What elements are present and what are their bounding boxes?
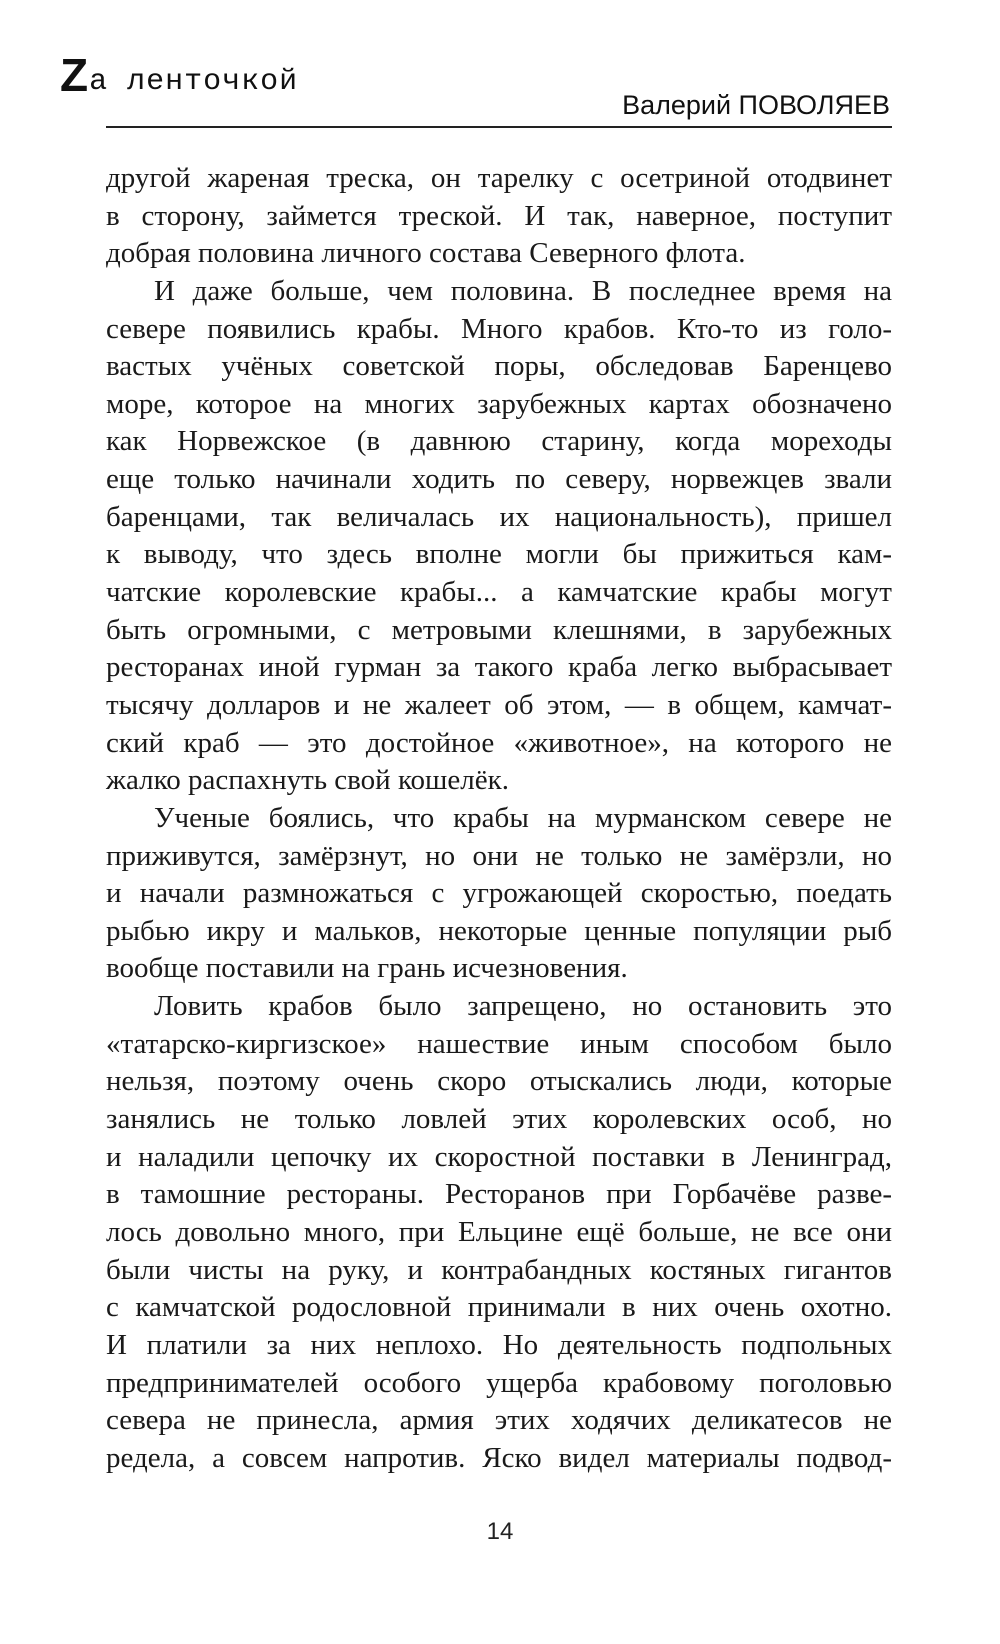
text-line: Ловить крабов было запрещено, но остановить это bbox=[154, 990, 892, 1023]
text-line: добрая половина личного состава Северного флота. bbox=[106, 237, 746, 270]
text-line: ресторанах иной гурман за такого краба легко выбрасывает bbox=[106, 651, 892, 684]
body-text bbox=[106, 160, 892, 1477]
text-line: были чисты на руку, и контрабандных костяных гигантов bbox=[106, 1253, 892, 1286]
text-line: в тамошние рестораны. Ресторанов при Горбачёве разве- bbox=[106, 1178, 892, 1211]
text-line: чатские королевские крабы... а камчатские крабы могут bbox=[106, 576, 892, 609]
text-line: жалко распахнуть свой кошелёк. bbox=[106, 764, 509, 797]
text-line: в сторону, займется треской. И так, наверное, поступит bbox=[106, 199, 892, 232]
text-line: нельзя, поэтому очень скоро отыскались люди, которые bbox=[106, 1065, 892, 1098]
text-line: Ученые боялись, что крабы на мурманском севере не bbox=[154, 801, 892, 834]
text-line: еще только начинали ходить по северу, норвежцев звали bbox=[106, 463, 892, 496]
text-line: быть огромными, с метровыми клешнями, в зарубежных bbox=[106, 613, 892, 646]
text-line: к выводу, что здесь вполне могли бы прижиться кам- bbox=[106, 538, 892, 571]
text-line: севера не принесла, армия этих ходячих деликатесов не bbox=[106, 1404, 892, 1437]
text-line: море, которое на многих зарубежных картах обозначено bbox=[106, 387, 892, 420]
text-line: предпринимателей особого ущерба крабовому поголовью bbox=[106, 1366, 892, 1399]
text-line: другой жареная треска, он тарелку с осетриной отодвинет bbox=[106, 162, 892, 194]
text-line: И платили за них неплохо. Но деятельность подпольных bbox=[106, 1328, 892, 1361]
series-title-rest: а ленточкой bbox=[89, 65, 299, 99]
text-line: баренцами, так величалась их национальность), пришел bbox=[106, 500, 892, 533]
series-title bbox=[60, 48, 298, 102]
text-line: ский краб — это достойное «животное», на которого не bbox=[106, 726, 892, 759]
text-line: вастых учёных советской поры, обследовав Баренцево bbox=[106, 350, 892, 383]
series-title-initial: Z bbox=[60, 49, 90, 101]
text-line: И даже больше, чем половина. В последнее время на bbox=[154, 274, 892, 307]
text-line: и наладили цепочку их скоростной поставки в Ленинград, bbox=[106, 1140, 892, 1173]
text-line: севере появились крабы. Много крабов. Кто-то из голо- bbox=[106, 312, 892, 345]
text-line: лось довольно много, при Ельцине ещё больше, не все они bbox=[106, 1215, 892, 1248]
text-line: и начали размножаться с угрожающей скоростью, поедать bbox=[106, 877, 892, 910]
text-line: редела, а совсем напротив. Яско видел материалы подвод- bbox=[106, 1441, 892, 1474]
text-line: вообще поставили на грань исчезновения. bbox=[106, 952, 628, 985]
author-name: Валерий ПОВОЛЯЕВ bbox=[622, 90, 890, 120]
text-line: приживутся, замёрзнут, но они не только не замёрзли, но bbox=[106, 839, 892, 872]
text-line: занялись не только ловлей этих королевских особ, но bbox=[106, 1103, 892, 1136]
page-number: 14 bbox=[486, 1518, 514, 1545]
text-line: как Норвежское (в давнюю старину, когда мореходы bbox=[106, 425, 892, 458]
text-line: с камчатской родословной принимали в них очень охотно. bbox=[106, 1291, 892, 1324]
text-line: тысячу долларов и не жалеет об этом, — в общем, камчат- bbox=[106, 688, 892, 721]
text-line: «татарско-киргизское» нашествие иным способом было bbox=[106, 1027, 892, 1060]
text-line: рыбью икру и мальков, некоторые ценные популяции рыб bbox=[106, 914, 892, 947]
header-divider bbox=[106, 126, 892, 128]
